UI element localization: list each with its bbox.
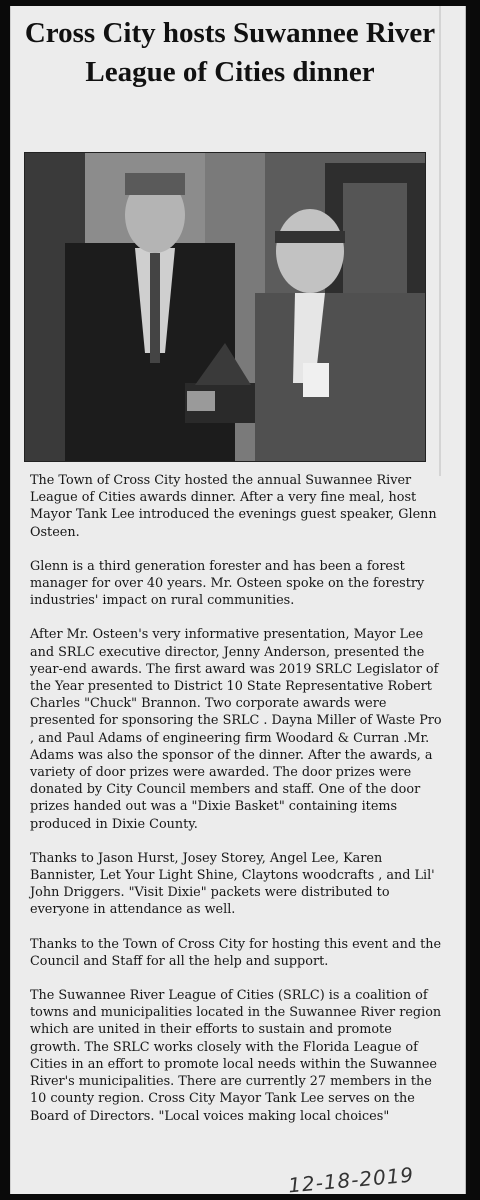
paragraph-2: Glenn is a third generation forester and has been a forest manager for over 40 years. Mr. Osteen spoke on the forestry industries' impact on rural communities.: [30, 558, 425, 609]
article-photo: [24, 152, 426, 462]
paragraph-4: Thanks to Jason Hurst, Josey Storey, Angel Lee, Karen Bannister, Let Your Light Shine, Claytons woodcrafts , and Lil' John Driggers. "Visit Dixie" packets were distributed to everyone in attendance as well.: [30, 850, 435, 918]
paragraph-1: The Town of Cross City hosted the annual Suwannee River League of Cities awards dinner. After a very fine meal, host Mayor Tank Lee introduced the evenings guest speaker, Glenn Osteen.: [30, 473, 437, 540]
paragraph-5: Thanks to the Town of Cross City for hosting this event and the Council and Staff for all the help and support.: [30, 936, 442, 969]
paragraph-6: The Suwannee River League of Cities (SRLC) is a coalition of towns and municipalities located in the Suwannee River region which are united in their efforts to sustain and promote growth. The SRLC works closely with the Florida League of Cities in an effort to promote local needs within the Suwannee River's municipalities. There are currently 27 members in the 10 county region. Cross City Mayor Tank Lee serves on the Board of Directors. "Local voices making local choices": [30, 988, 442, 1124]
handwritten-date: 12-18-2019: [287, 1162, 416, 1198]
headline: Cross City hosts Suwannee River League of Cities dinner: [24, 17, 436, 88]
photo-two-men-award: [25, 153, 425, 461]
paper-fold-line: [439, 6, 441, 476]
article-body: [30, 472, 444, 1142]
paragraph-3: After Mr. Osteen's very informative presentation, Mayor Lee and SRLC executive director, Jenny Anderson, presented the year-end awards. The first award was 2019 SRLC Legislator of the Year presented to District 10 State Representative Robert Charles "Chuck" Brannon. Two corporate awards were presented for sponsoring the SRLC . Dayna Miller of Waste Pro , and Paul Adams of engineering firm Woodard & Curran .Mr. Adams was also the sponsor of the dinner. After the awards, a variety of door prizes were awarded. The door prizes were donated by City Council members and staff. One of the door prizes handed out was a "Dixie Basket" containing items produced in Dixie County.: [30, 627, 442, 832]
